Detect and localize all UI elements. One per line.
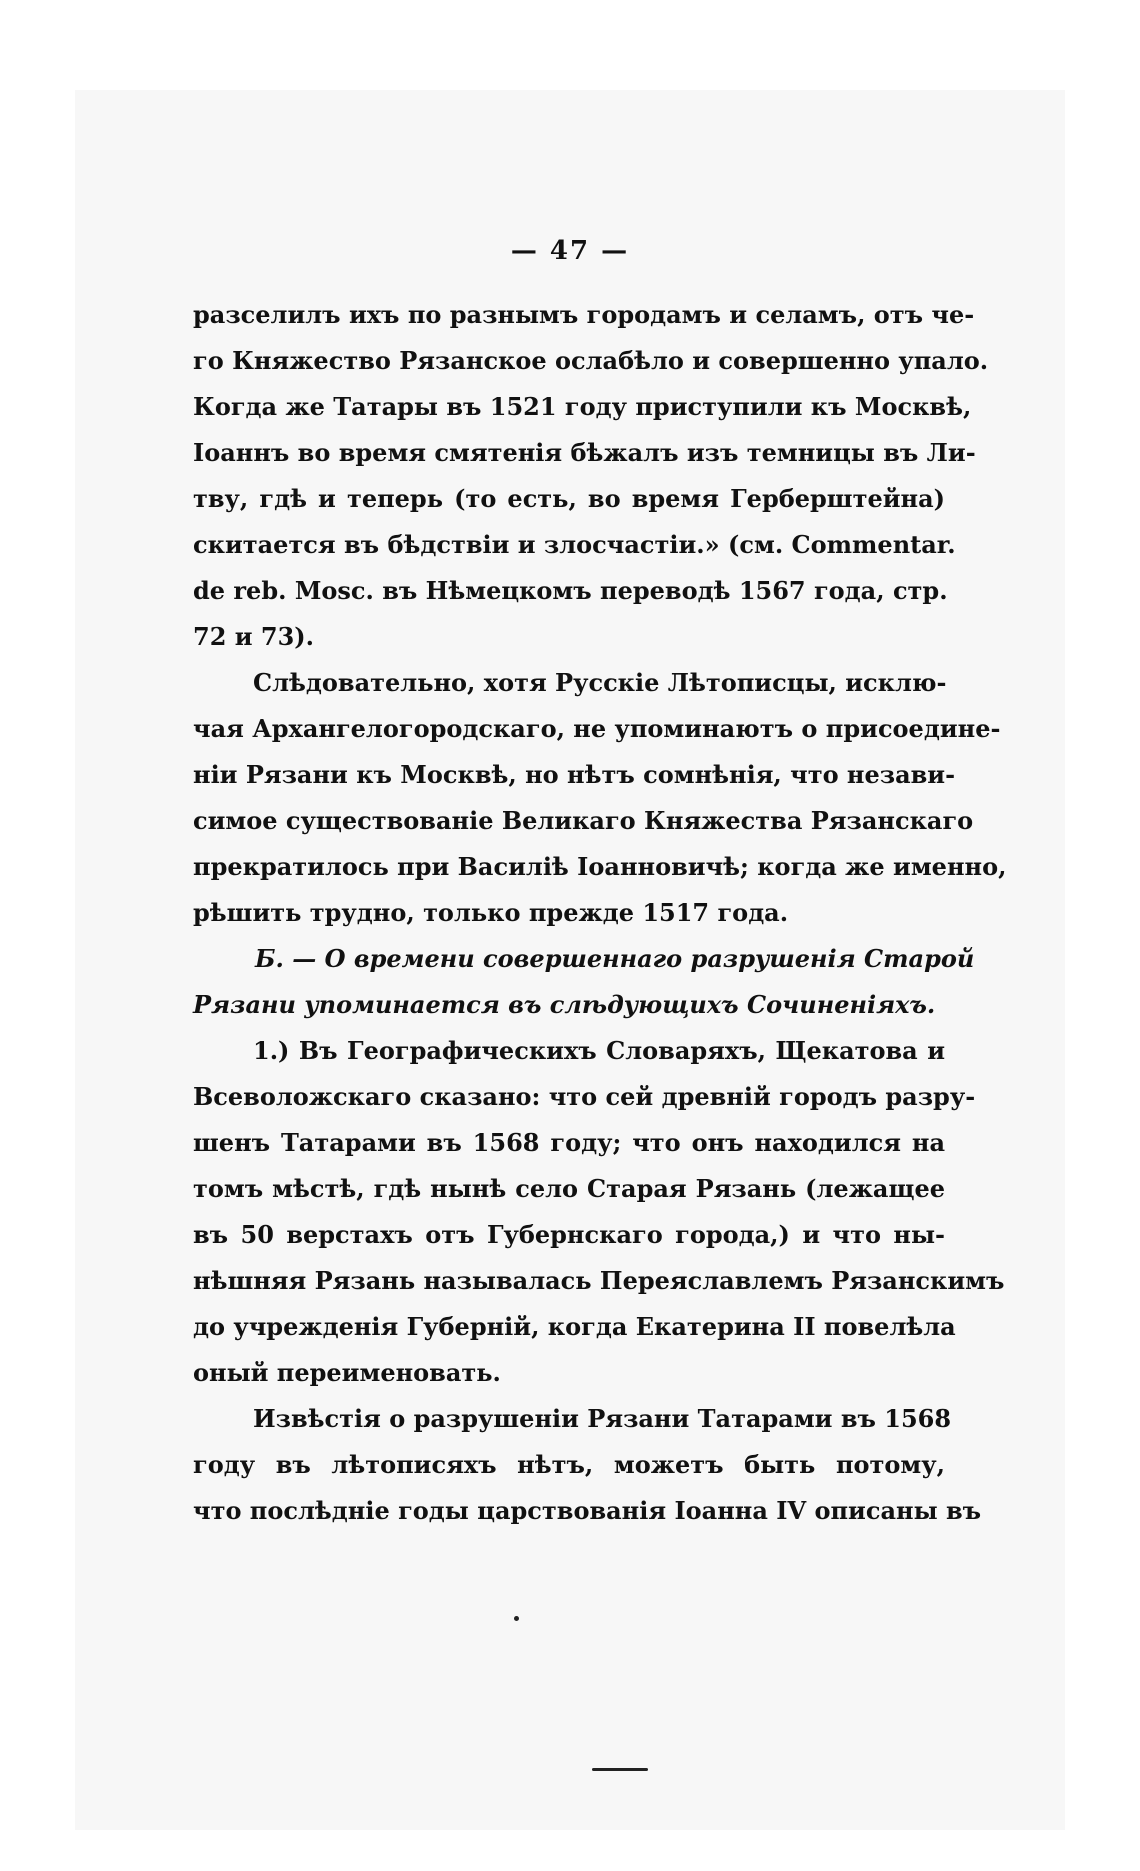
text-line: симое существованіе Великаго Княжества Рязанскаго bbox=[193, 806, 974, 835]
text-line: 72 и 73). bbox=[193, 622, 315, 651]
text-line: тву, гдѣ и теперь (то есть, во время Герберштейна) bbox=[193, 484, 945, 513]
text-line: Когда же Татары въ 1521 году приступили къ Москвѣ, bbox=[193, 392, 972, 421]
section-heading: Б. — О времени совершеннаго разрушенія Старой bbox=[255, 944, 975, 973]
text-line: ніи Рязани къ Москвѣ, но нѣтъ сомнѣнія, что незави- bbox=[193, 760, 956, 789]
paragraph-start: Слѣдовательно, хотя Русскіе Лѣтописцы, исклю- bbox=[253, 668, 947, 697]
text-line: скитается въ бѣдствіи и злосчастіи.» (см. Commentar. bbox=[193, 530, 956, 559]
body-text bbox=[193, 292, 1007, 1534]
text-line: шенъ Татарами въ 1568 году; что онъ находился на bbox=[193, 1128, 945, 1157]
text-line: нѣшняя Рязань называлась Переяславлемъ Рязанскимъ bbox=[193, 1266, 1005, 1295]
text-line: Всеволожскаго сказано: что сей древній городъ разру- bbox=[193, 1082, 976, 1111]
section-heading-cont: Рязани упоминается въ слѣдующихъ Сочиненіяхъ. bbox=[193, 990, 936, 1019]
text-line: что послѣдніе годы царствованія Іоанна IV описаны въ bbox=[193, 1496, 982, 1525]
page-number: — 47 — bbox=[510, 236, 630, 266]
text-line: разселилъ ихъ по разнымъ городамъ и селамъ, отъ че- bbox=[193, 300, 975, 329]
text-line: прекратилось при Василіѣ Іоанновичѣ; когда же именно, bbox=[193, 852, 1007, 881]
text-line: оный переименовать. bbox=[193, 1358, 501, 1387]
text-line: de reb. Mosc. въ Нѣмецкомъ переводѣ 1567 года, стр. bbox=[193, 576, 948, 605]
text-line: до учрежденія Губерній, когда Екатерина II повелѣла bbox=[193, 1312, 956, 1341]
text-line: Іоаннъ во время смятенія бѣжалъ изъ темницы въ Ли- bbox=[193, 438, 976, 467]
text-line: году въ лѣтописяхъ нѣтъ, можетъ быть потому, bbox=[193, 1450, 945, 1479]
text-line: рѣшить трудно, только прежде 1517 года. bbox=[193, 898, 789, 927]
footer-rule bbox=[592, 1768, 648, 1771]
paragraph-start: Извѣстія о разрушеніи Рязани Татарами въ 1568 bbox=[253, 1404, 952, 1433]
text-line: го Княжество Рязанское ослабѣло и совершенно упало. bbox=[193, 346, 989, 375]
ink-dot bbox=[514, 1616, 519, 1621]
paragraph-start: 1.) Въ Географическихъ Словаряхъ, Щекатова и bbox=[253, 1036, 945, 1065]
text-line: въ 50 верстахъ отъ Губернскаго города,) и что ны- bbox=[193, 1220, 945, 1249]
text-line: чая Архангелогородскаго, не упоминаютъ о присоедине- bbox=[193, 714, 1001, 743]
text-line: томъ мѣстѣ, гдѣ нынѣ село Старая Рязань (лежащее bbox=[193, 1174, 945, 1203]
